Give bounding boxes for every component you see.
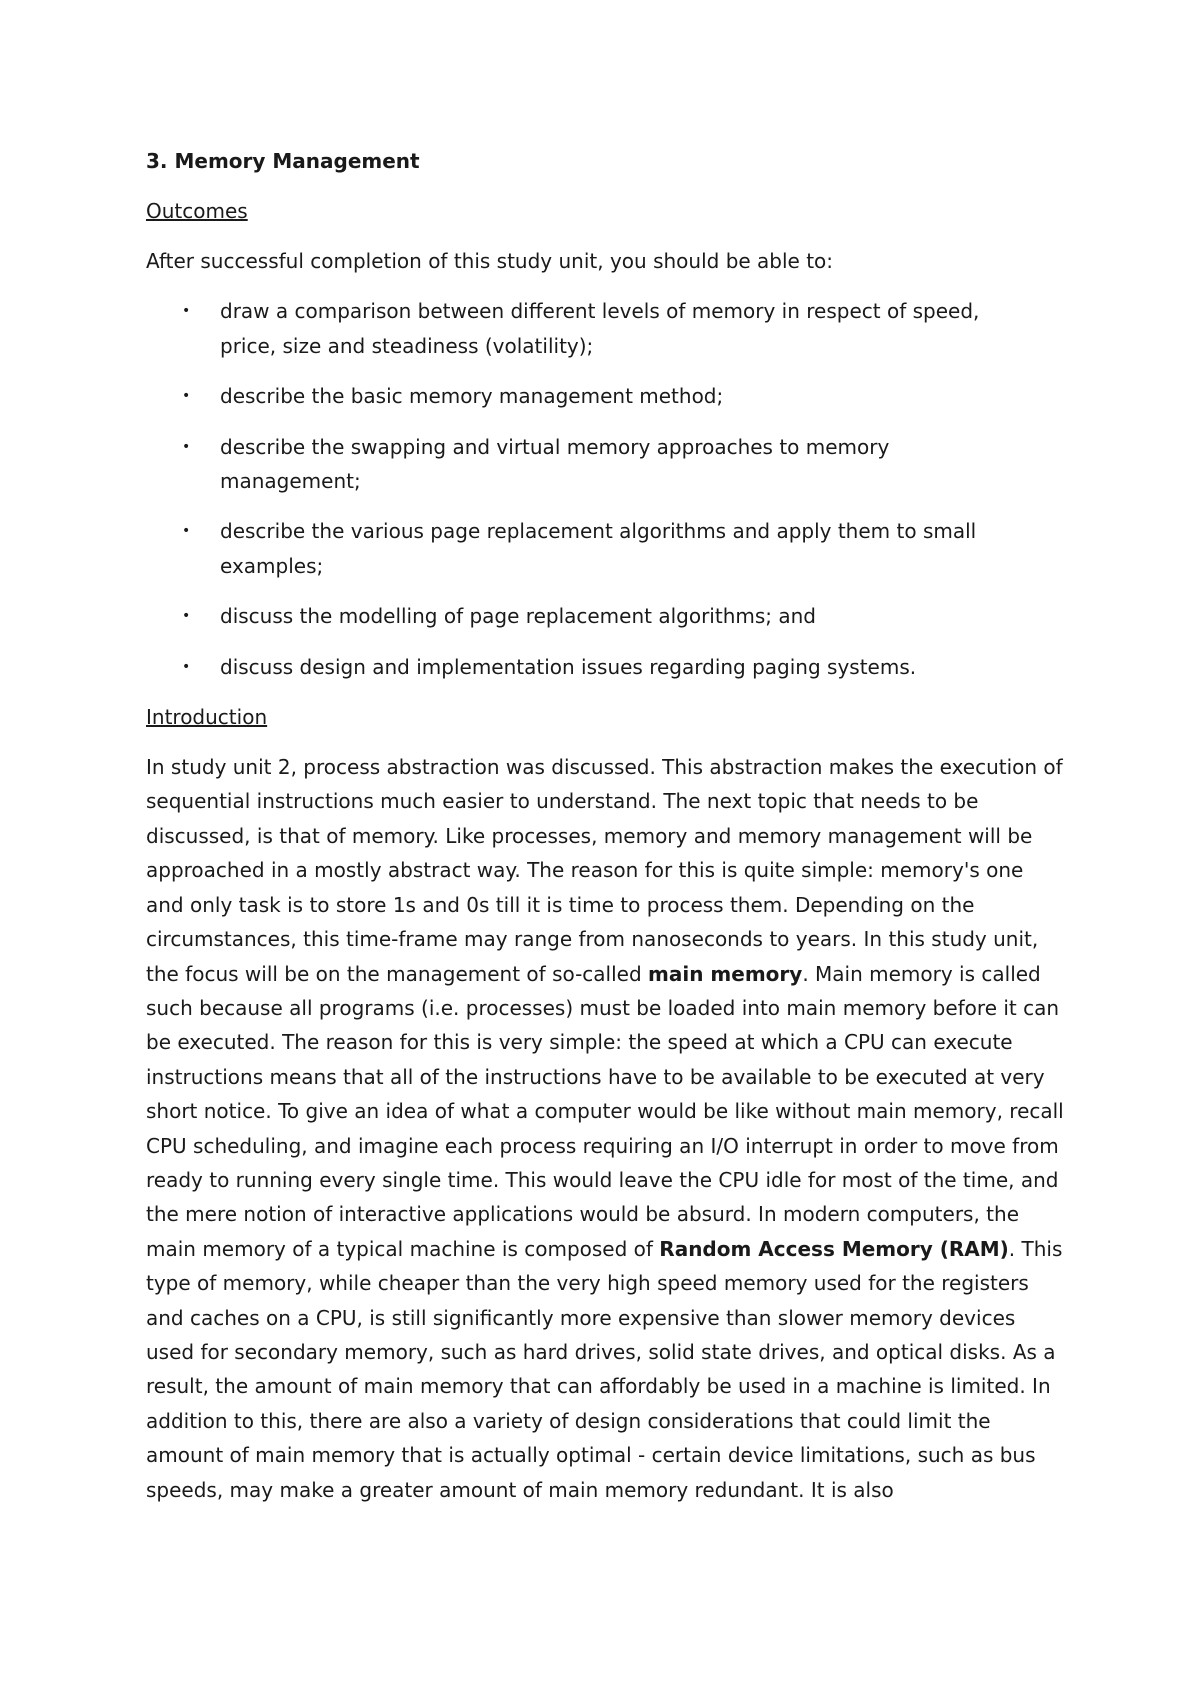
intro-bold-main-memory: main memory [648, 961, 803, 986]
intro-text-part2: . Main memory is called such because all programs (i.e. processes) must be loaded into main memory before it can be executed. The reason for this is very simple: the speed at which a CPU can execute instructions means that all of the instructions have to be available to be executed at very short notice. To give an idea of what a computer would be like without main memory, recall CPU scheduling, and imagine each process requiring an I/O interrupt in order to move from ready to running every single time. This would leave the CPU idle for most of the time, and the mere notion of interactive applications would be absurd. In modern computers, the main memory of a typical machine is composed of [146, 961, 1064, 1261]
bullet-icon: • [182, 658, 191, 675]
outcomes-intro: After successful completion of this study unit, you should be able to: [146, 249, 834, 273]
document-page [146, 144, 1066, 1507]
list-item [146, 379, 1066, 413]
outcome-text: describe the various page replacement algorithms and apply them to small examples; [220, 519, 977, 578]
outcome-text: discuss the modelling of page replacement algorithms; and [220, 604, 817, 629]
intro-bold-ram: Random Access Memory (RAM) [659, 1236, 1009, 1261]
bullet-icon: • [182, 303, 191, 320]
list-item [146, 294, 1066, 363]
bullet-icon: • [182, 388, 191, 405]
introduction-paragraph [146, 750, 1066, 1507]
outcome-text: describe the basic memory management method; [220, 384, 724, 409]
outcome-text: draw a comparison between different levels of memory in respect of speed, price, size and steadiness (volatility); [220, 299, 980, 358]
bullet-icon: • [182, 438, 191, 455]
introduction-heading: Introduction [146, 705, 268, 730]
section-title: 3. Memory Management [146, 149, 420, 173]
list-item [146, 650, 1066, 684]
outcome-text: discuss design and implementation issues regarding paging systems. [220, 654, 917, 679]
bullet-icon: • [182, 523, 191, 540]
intro-text-part1: In study unit 2, process abstraction was discussed. This abstraction makes the execution of sequential instructions much easier to understand. The next topic that needs to be discussed, is that of memory. Like processes, memory and memory management will be approached in a mostly abstract way. The reason for this is quite simple: memory's one and only task is to store 1s and 0s till it is time to process them. Depending on the circumstances, this time-frame may range from nanoseconds to years. In this study unit, the focus will be on the management of so-called [146, 755, 1063, 986]
list-item [146, 514, 1066, 583]
list-item [146, 599, 1066, 633]
outcomes-heading: Outcomes [146, 199, 248, 223]
outcome-text: describe the swapping and virtual memory approaches to memory management; [220, 434, 890, 494]
intro-text-part3: . This type of memory, while cheaper than the very high speed memory used for the registers and caches on a CPU, is still significantly more expensive than slower memory devices used for secondary memory, such as hard drives, solid state drives, and optical disks. As a result, the amount of main memory that can affordably be used in a machine is limited. In addition to this, there are also a variety of design considerations that could limit the amount of main memory that is actually optimal - certain device limitations, such as bus speeds, may make a greater amount of main memory redundant. It is also [146, 1236, 1063, 1502]
outcomes-list [146, 294, 1066, 684]
bullet-icon: • [182, 608, 191, 625]
list-item [146, 430, 1066, 499]
